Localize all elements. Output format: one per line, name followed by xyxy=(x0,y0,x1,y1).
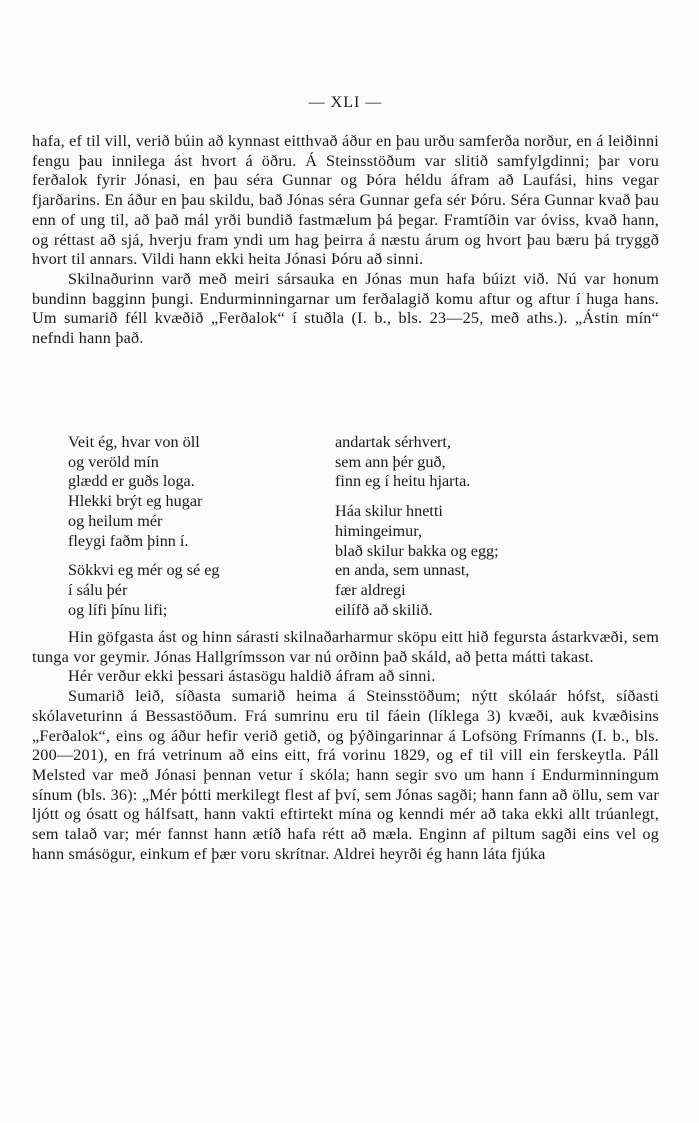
paragraph-5: Sumarið leið, síðasta sumarið heima á Steinsstöðum; nýtt skólaár hófst, síðasti skólaveturinn á Bessastöðum. Frá sumrinu eru til fáein (líklega 3) kvæði, auk kvæðisins „Ferðalok“, eins og áður hefir verið getið, og þýðingarinnar á Lofsöng Frímanns (I. b., bls. 200—201), en frá vetrinum að eins eitt, frá vorinu 1829, og ef til vill ein ferskeytla. Páll Melsted var með Jónasi þennan vetur í skóla; hann segir svo um hann í Endurminningum sínum (bls. 36): „Mér þótti merkilegt flest af því, sem Jónas sagði; hann fann að öllu, sem var ljótt og ósatt og hálfsatt, hann vakti eftirtekt mína og kenndi mér að taka ekki allt trúanlegt, sem talað var; mér fannst hann ætíð hafa rétt að mæla. Enginn af piltum sagði eins vel og hann smásögur, einkum ef þær voru skrítnar. Aldrei heyrði ég hann láta fjúka xyxy=(32,687,659,863)
poem-line: eilífð að skilið. xyxy=(335,600,433,619)
poem-line: glædd er guðs loga. xyxy=(68,472,195,491)
poem-left-column xyxy=(68,433,308,630)
poem-line: fær aldregi xyxy=(335,580,406,599)
paragraph-3: Hin göfgasta ást og hinn sárasti skilnaðarharmur sköpu eitt hið fegursta ástarkvæði, sem tunga vor geymir. Jónas Hallgrímsson var nú orðinn það skáld, að þetta mátti takast. xyxy=(32,628,659,666)
page-header: — XLI — xyxy=(308,94,383,111)
poem-line: finn eg í heitu hjarta. xyxy=(335,472,471,491)
poem-line: sem ann þér guð, xyxy=(335,452,446,471)
poem-line: Háa skilur hnetti xyxy=(335,502,443,521)
poem-stanza-right-1 xyxy=(335,433,655,492)
poem-stanza-right-2 xyxy=(335,502,655,620)
poem-line: en anda, sem unnast, xyxy=(335,561,470,580)
poem-line: Sökkvi eg mér og sé eg xyxy=(68,561,220,580)
poem-line: og heilum mér xyxy=(68,511,163,530)
prose-bottom xyxy=(32,628,659,864)
poem-stanza-left-1 xyxy=(68,433,308,551)
poem-line: og veröld mín xyxy=(68,452,159,471)
poem-line: himingeimur, xyxy=(335,521,423,540)
prose-top xyxy=(32,132,659,349)
poem-line: Hlekki brýt eg hugar xyxy=(68,492,203,511)
paragraph-1: hafa, ef til vill, verið búin að kynnast eitthvað áður en þau urðu samferða norður, en á leiðinni fengu þau innilega ást hvort á öðru. Á Steinsstöðum var slitið samfylgdinni; þar voru ferðalok fyrir Jónasi, en þau séra Gunnar og Þóra héldu áfram að Laufási, hins vegar fjarðarins. En áður en þau skildu, bað Jónas séra Gunnar gefa sér Þóru. Séra Gunnar kvað þau enn of ung til, að það mál yrði bundið fastmælum þá þegar. Framtíðin var óviss, kvað hann, og réttast að sjá, hverju fram yndi um hag þeirra á næstu árum og hvort þau bæru þá tryggð hvort til annars. Vildi hann ekki heita Jónasi Þóru að sinni. xyxy=(32,132,659,269)
poem-stanza-left-2 xyxy=(68,561,308,620)
paragraph-2: Skilnaðurinn varð með meiri sársauka en Jónas mun hafa búizt við. Nú var honum bundinn bagginn þungi. Endurminningarnar um ferðalagið komu aftur og aftur í huga hans. Um sumarið féll kvæðið „Ferðalok“ í stuðla (I. b., bls. 23—25, með aths.). „Ástin mín“ nefndi hann það. xyxy=(32,269,659,348)
poem-line: í sálu þér xyxy=(68,580,128,599)
poem-right-column xyxy=(335,433,655,630)
paragraph-4: Hér verður ekki þessari ástasögu haldið áfram að sinni. xyxy=(68,667,436,686)
poem-line: Veit ég, hvar von öll xyxy=(68,433,200,451)
poem-line: blað skilur bakka og egg; xyxy=(335,541,499,560)
poem-line: andartak sérhvert, xyxy=(335,433,451,451)
poem-line: fleygi faðm þinn í. xyxy=(68,531,189,550)
poem-line: og lífi þínu lifi; xyxy=(68,600,168,619)
